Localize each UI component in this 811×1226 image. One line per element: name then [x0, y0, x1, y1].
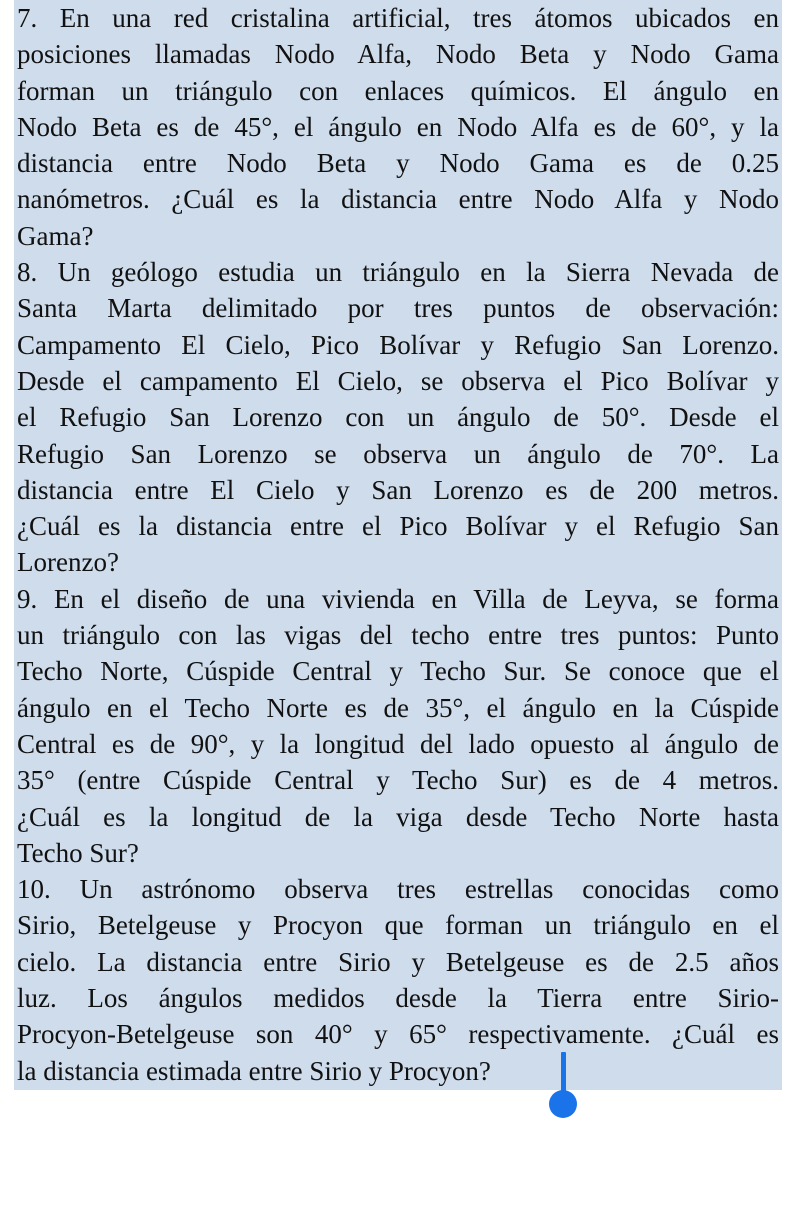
text-line: distancia entre El Cielo y San Lorenzo es de 200 metros. [17, 474, 779, 505]
text-line: un triángulo con las vigas del techo entre tres puntos: Punto [17, 620, 779, 651]
text-line: luz. Los ángulos medidos desde la Tierra entre Sirio- [17, 983, 779, 1014]
text-line: 9. En el diseño de una vivienda en Villa de Leyva, se forma [17, 583, 779, 614]
text-line: Central es de 90°, y la longitud del lado opuesto al ángulo de [17, 728, 779, 759]
text-line: Santa Marta delimitado por tres puntos de observación: [17, 293, 779, 324]
text-line: Techo Norte, Cúspide Central y Techo Sur. Se conoce que el [17, 656, 779, 687]
text-line: el Refugio San Lorenzo con un ángulo de 50°. Desde el [17, 402, 779, 433]
text-line: cielo. La distancia entre Sirio y Betelgeuse es de 2.5 años [17, 946, 779, 977]
text-line: Lorenzo? [17, 547, 119, 578]
text-line: Gama? [17, 220, 94, 251]
text-line: Refugio San Lorenzo se observa un ángulo de 70°. La [17, 438, 779, 469]
text-line: Campamento El Cielo, Pico Bolívar y Refugio San Lorenzo. [17, 329, 779, 360]
text-line: 8. Un geólogo estudia un triángulo en la Sierra Nevada de [17, 257, 779, 288]
text-line: Sirio, Betelgeuse y Procyon que forman un triángulo en el [17, 910, 779, 941]
text-line: 10. Un astrónomo observa tres estrellas conocidas como [17, 874, 779, 905]
text-line: ¿Cuál es la longitud de la viga desde Techo Norte hasta [17, 801, 779, 832]
selection-end-handle[interactable] [549, 1090, 577, 1118]
problem-text[interactable] [17, 0, 779, 1089]
text-line: 7. En una red cristalina artificial, tres átomos ubicados en [17, 3, 779, 33]
text-line: posiciones llamadas Nodo Alfa, Nodo Beta y Nodo Gama [17, 39, 779, 70]
text-line: Techo Sur? [17, 837, 139, 868]
text-line: Nodo Beta es de 45°, el ángulo en Nodo Alfa es de 60°, y la [17, 111, 779, 142]
text-line: nanómetros. ¿Cuál es la distancia entre Nodo Alfa y Nodo [17, 184, 779, 215]
text-line: 35° (entre Cúspide Central y Techo Sur) es de 4 metros. [17, 765, 779, 796]
text-line: Desde el campamento El Cielo, se observa el Pico Bolívar y [17, 365, 779, 396]
text-line: Procyon-Betelgeuse son 40° y 65° respectivamente. ¿Cuál es [17, 1019, 779, 1050]
text-line: ángulo en el Techo Norte es de 35°, el ángulo en la Cúspide [17, 692, 779, 723]
text-line: ¿Cuál es la distancia entre el Pico Bolívar y el Refugio San [17, 511, 779, 542]
text-line: forman un triángulo con enlaces químicos. El ángulo en [17, 75, 779, 106]
text-line: distancia entre Nodo Beta y Nodo Gama es de 0.25 [17, 148, 779, 179]
text-line: la distancia estimada entre Sirio y Procyon? [17, 1055, 491, 1086]
